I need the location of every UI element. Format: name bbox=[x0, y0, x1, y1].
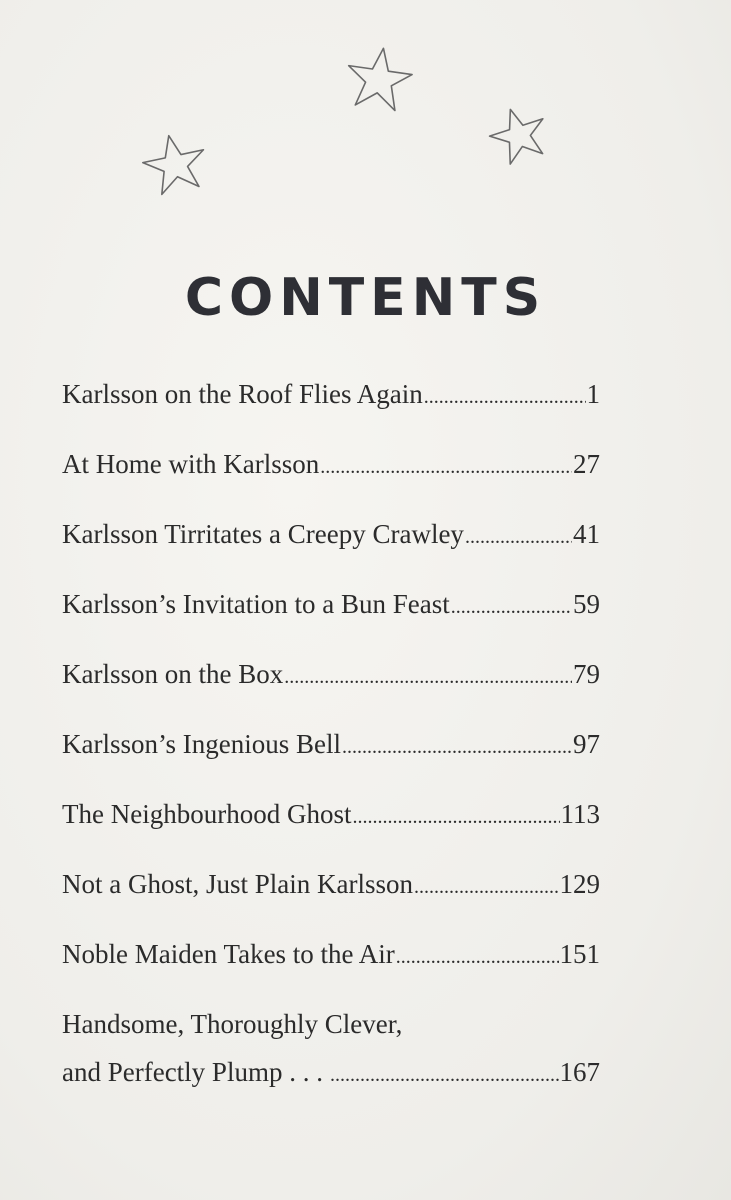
chapter-title: Not a Ghost, Just Plain Karlsson bbox=[62, 869, 413, 899]
dot-leader bbox=[424, 376, 586, 415]
chapter-title: Karlsson’s Invitation to a Bun Feast bbox=[62, 589, 450, 619]
page-number: 151 bbox=[559, 939, 600, 969]
chapter-title-line2: and Perfectly Plump . . . bbox=[62, 1057, 323, 1087]
dot-leader bbox=[414, 866, 559, 905]
chapter-title: The Neighbourhood Ghost bbox=[62, 799, 352, 829]
chapter-title: Karlsson’s Ingenious Bell bbox=[62, 729, 341, 759]
list-item bbox=[62, 516, 600, 552]
dot-leader bbox=[342, 726, 572, 765]
list-item bbox=[62, 936, 600, 972]
list-item bbox=[62, 866, 600, 902]
chapter-title: Karlsson on the Box bbox=[62, 659, 284, 689]
chapter-title: Karlsson Tirritates a Creepy Crawley bbox=[62, 519, 464, 549]
chapter-title-line1: Handsome, Thoroughly Clever, bbox=[62, 1009, 403, 1039]
page-number: 129 bbox=[559, 869, 600, 899]
list-item bbox=[62, 656, 600, 692]
chapter-title: At Home with Karlsson bbox=[62, 449, 320, 479]
page-number: 113 bbox=[560, 799, 600, 829]
dot-leader bbox=[330, 1054, 559, 1093]
page-number: 167 bbox=[559, 1057, 600, 1087]
list-item bbox=[62, 796, 600, 832]
page-number: 41 bbox=[573, 519, 600, 549]
star-icon bbox=[343, 44, 415, 112]
list-item bbox=[62, 586, 600, 622]
table-of-contents bbox=[62, 376, 600, 1090]
dot-leader bbox=[465, 516, 572, 555]
star-icon bbox=[138, 129, 210, 197]
dot-leader bbox=[396, 936, 559, 975]
list-item bbox=[62, 446, 600, 482]
page-title: CONTENTS bbox=[184, 268, 547, 328]
star-icon bbox=[484, 101, 553, 168]
chapter-title-line2-row bbox=[62, 1054, 600, 1090]
list-item bbox=[62, 726, 600, 762]
dot-leader bbox=[320, 446, 572, 485]
list-item bbox=[62, 376, 600, 412]
dot-leader bbox=[352, 796, 559, 835]
page-number: 59 bbox=[573, 589, 600, 619]
chapter-title: Karlsson on the Roof Flies Again bbox=[62, 379, 423, 409]
page-number: 1 bbox=[586, 379, 600, 409]
chapter-title: Noble Maiden Takes to the Air bbox=[62, 939, 395, 969]
page-number: 79 bbox=[573, 659, 600, 689]
list-item bbox=[62, 1006, 600, 1090]
dot-leader bbox=[284, 656, 572, 695]
dot-leader bbox=[451, 586, 572, 625]
page-number: 97 bbox=[573, 729, 600, 759]
page-number: 27 bbox=[573, 449, 600, 479]
stars-decoration bbox=[0, 0, 731, 230]
